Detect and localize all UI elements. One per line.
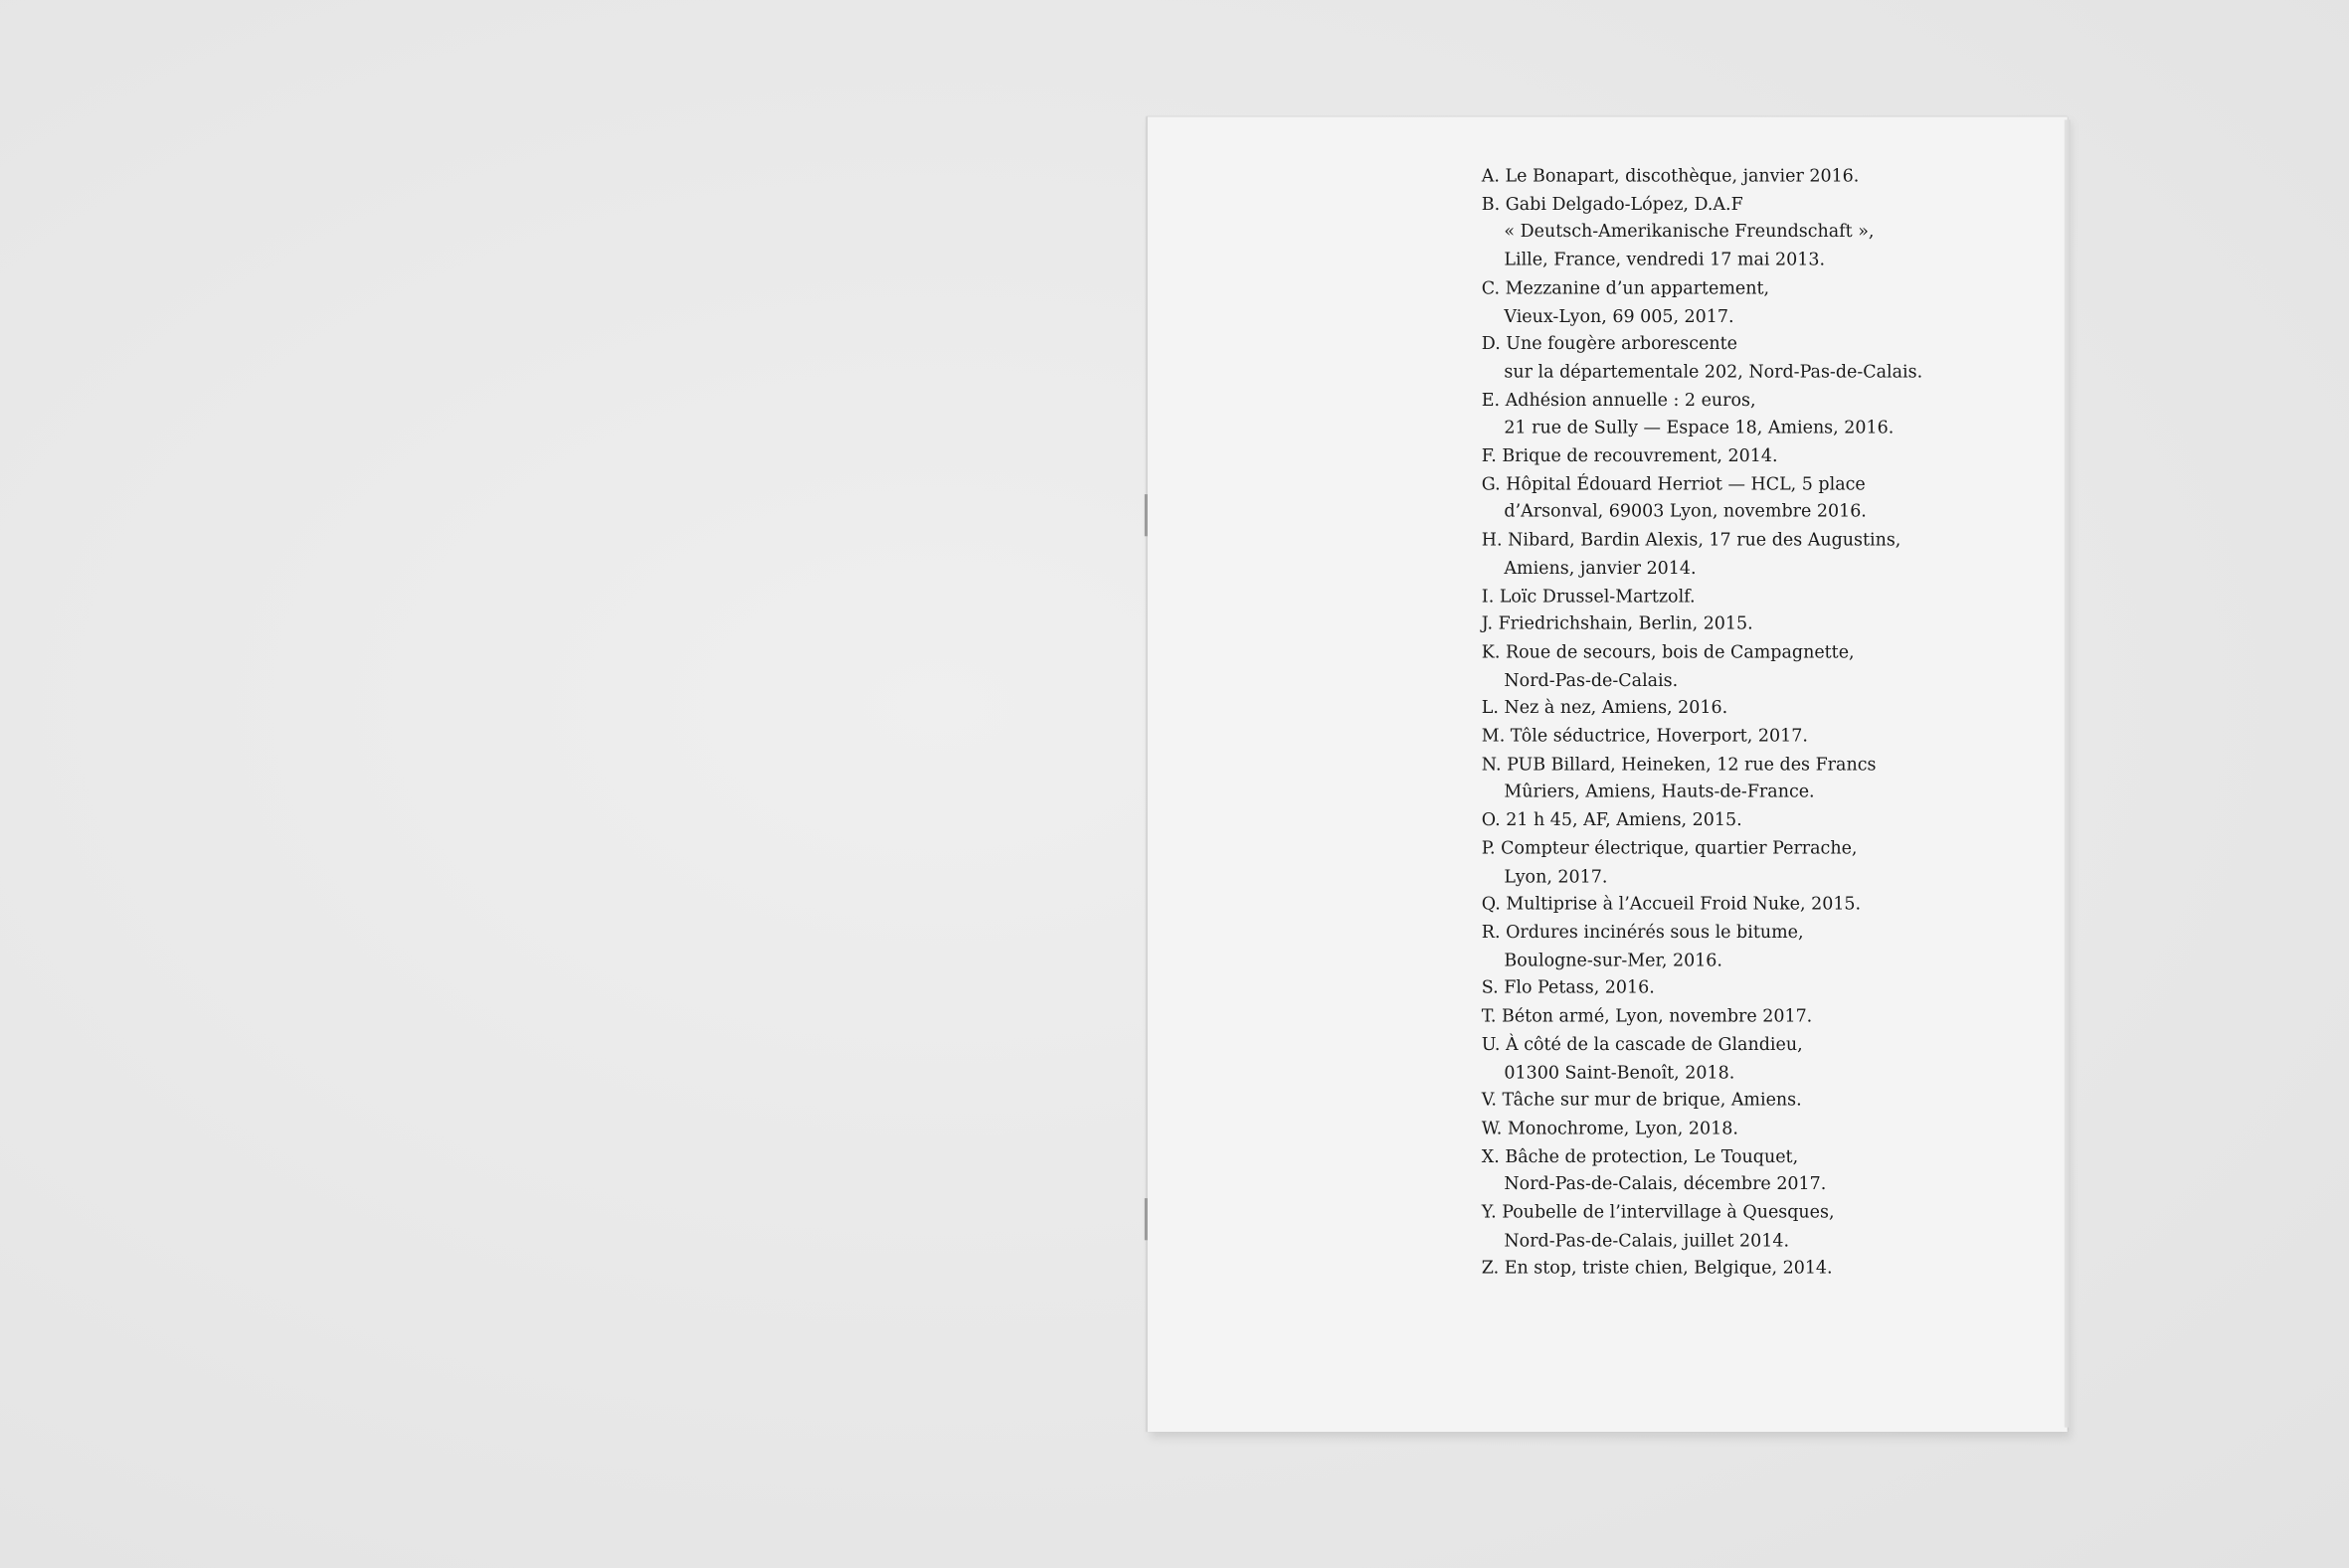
entry-text-continuation: Nord-Pas-de-Calais, juillet 2014. [1504,1229,1790,1251]
entry-text-continuation: d’Arsonval, 69003 Lyon, novembre 2016. [1504,500,1867,522]
caption-entry [1482,750,2051,805]
entry-letter: H. [1481,528,1503,551]
entry-text: 21 h 45, AF, Amiens, 2015. [1506,808,1742,830]
caption-entry [1482,722,2051,750]
caption-entry [1482,890,2051,918]
caption-entry [1482,1002,2051,1030]
entry-text: Ordures incinérés sous le bitume, [1506,921,1804,943]
entry-text: Adhésion annuelle : 2 euros, [1505,389,1756,411]
entry-letter: V. [1481,1089,1497,1111]
booklet-page [1146,116,2067,1432]
entry-text: Tâche sur mur de brique, Amiens. [1502,1089,1802,1111]
caption-entry [1482,1142,2051,1198]
caption-entry [1482,1030,2051,1086]
entry-text-continuation: sur la départementale 202, Nord-Pas-de-Calais. [1504,360,1923,383]
entry-letter: M. [1481,725,1506,747]
caption-entry [1482,610,2051,637]
caption-entry [1482,694,2051,722]
entry-text-continuation: Nord-Pas-de-Calais, décembre 2017. [1504,1172,1827,1195]
caption-entry [1482,918,2051,973]
entry-letter: O. [1481,808,1501,830]
entry-letter: W. [1481,1117,1503,1138]
staple-top [1145,494,1148,536]
entry-text: Gabi Delgado-López, D.A.F [1505,192,1743,214]
entry-text: Nez à nez, Amiens, 2016. [1504,697,1728,719]
entry-text-continuation: 01300 Saint-Benoît, 2018. [1504,1061,1735,1083]
entry-text: Roue de secours, bois de Campagnette, [1505,640,1855,662]
entry-letter: L. [1481,697,1499,719]
entry-text: Une fougère arborescente [1506,332,1737,354]
entry-text-continuation: Lille, France, vendredi 17 mai 2013. [1504,249,1826,270]
entry-letter: T. [1481,1004,1497,1027]
entry-text: Nibard, Bardin Alexis, 17 rue des Augustins, [1508,528,1901,551]
entry-letter: B. [1481,192,1501,214]
entry-text: Flo Petass, 2016. [1504,976,1655,998]
caption-entry [1482,441,2051,469]
entry-letter: X. [1481,1144,1500,1166]
entry-text: Béton armé, Lyon, novembre 2017. [1502,1004,1813,1027]
entry-letter: A. [1481,164,1500,186]
entry-text-continuation: Amiens, janvier 2014. [1504,557,1697,579]
caption-entry [1482,806,2051,834]
entry-letter: D. [1481,332,1501,354]
entry-letter: P. [1481,836,1496,858]
entry-text-continuation: Vieux-Lyon, 69 005, 2017. [1504,304,1734,326]
entry-letter: S. [1481,976,1499,998]
entry-letter: J. [1481,612,1494,634]
caption-entry [1482,1115,2051,1142]
entry-letter: I. [1481,585,1495,607]
caption-entry [1482,1198,2051,1254]
caption-list [1482,162,2051,1283]
entry-text: Tôle séductrice, Hoverport, 2017. [1510,725,1808,747]
entry-letter: F. [1481,444,1497,466]
entry-letter: U. [1481,1033,1501,1055]
staple-bottom [1145,1198,1148,1240]
entry-text: Loïc Drussel-Martzolf. [1499,585,1696,607]
entry-letter: Q. [1481,893,1501,915]
entry-letter: C. [1481,276,1501,298]
entry-text: Poubelle de l’intervillage à Quesques, [1502,1201,1835,1223]
caption-entry [1482,582,2051,610]
entry-text: Mezzanine d’un appartement, [1505,276,1770,298]
entry-text: Bâche de protection, Le Touquet, [1505,1144,1799,1166]
caption-entry [1482,834,2051,890]
caption-entry [1482,1086,2051,1114]
entry-text: Brique de recouvrement, 2014. [1502,444,1778,466]
entry-text-continuation: Nord-Pas-de-Calais. [1504,668,1679,690]
caption-entry [1482,638,2051,694]
entry-text: PUB Billard, Heineken, 12 rue des Francs [1507,753,1877,775]
entry-text: Multiprise à l’Accueil Froid Nuke, 2015. [1506,893,1862,915]
entry-letter: Y. [1481,1201,1497,1223]
entry-letter: R. [1481,921,1501,943]
page-edge [2065,120,2071,1428]
caption-entry [1482,470,2051,526]
entry-text: Le Bonapart, discothèque, janvier 2016. [1505,164,1860,186]
entry-text: Compteur électrique, quartier Perrache, [1501,836,1858,858]
entry-letter: Z. [1481,1257,1500,1279]
entry-letter: K. [1481,640,1501,662]
entry-text: Monochrome, Lyon, 2018. [1507,1117,1738,1138]
caption-entry [1482,974,2051,1002]
caption-entry [1482,273,2051,329]
entry-text: Friedrichshain, Berlin, 2015. [1498,612,1753,634]
entry-text-continuation: 21 rue de Sully — Espace 18, Amiens, 2016. [1504,417,1895,438]
caption-entry [1482,526,2051,582]
entry-text-continuation: Mûriers, Amiens, Hauts-de-France. [1504,781,1815,802]
entry-letter: N. [1481,753,1502,775]
caption-entry [1482,1254,2051,1282]
caption-entry [1482,330,2051,386]
entry-text: En stop, triste chien, Belgique, 2014. [1504,1257,1833,1279]
entry-letter: G. [1481,472,1501,494]
entry-letter: E. [1481,389,1501,411]
entry-text: Hôpital Édouard Herriot — HCL, 5 place [1506,472,1866,494]
entry-text: À côté de la cascade de Glandieu, [1506,1033,1803,1055]
caption-entry [1482,386,2051,441]
entry-text-continuation: « Deutsch-Amerikanische Freundschaft », [1504,221,1875,243]
entry-text-continuation: Boulogne-sur-Mer, 2016. [1504,949,1722,970]
caption-entry [1482,162,2051,190]
caption-entry [1482,190,2051,274]
entry-text-continuation: Lyon, 2017. [1504,865,1608,887]
